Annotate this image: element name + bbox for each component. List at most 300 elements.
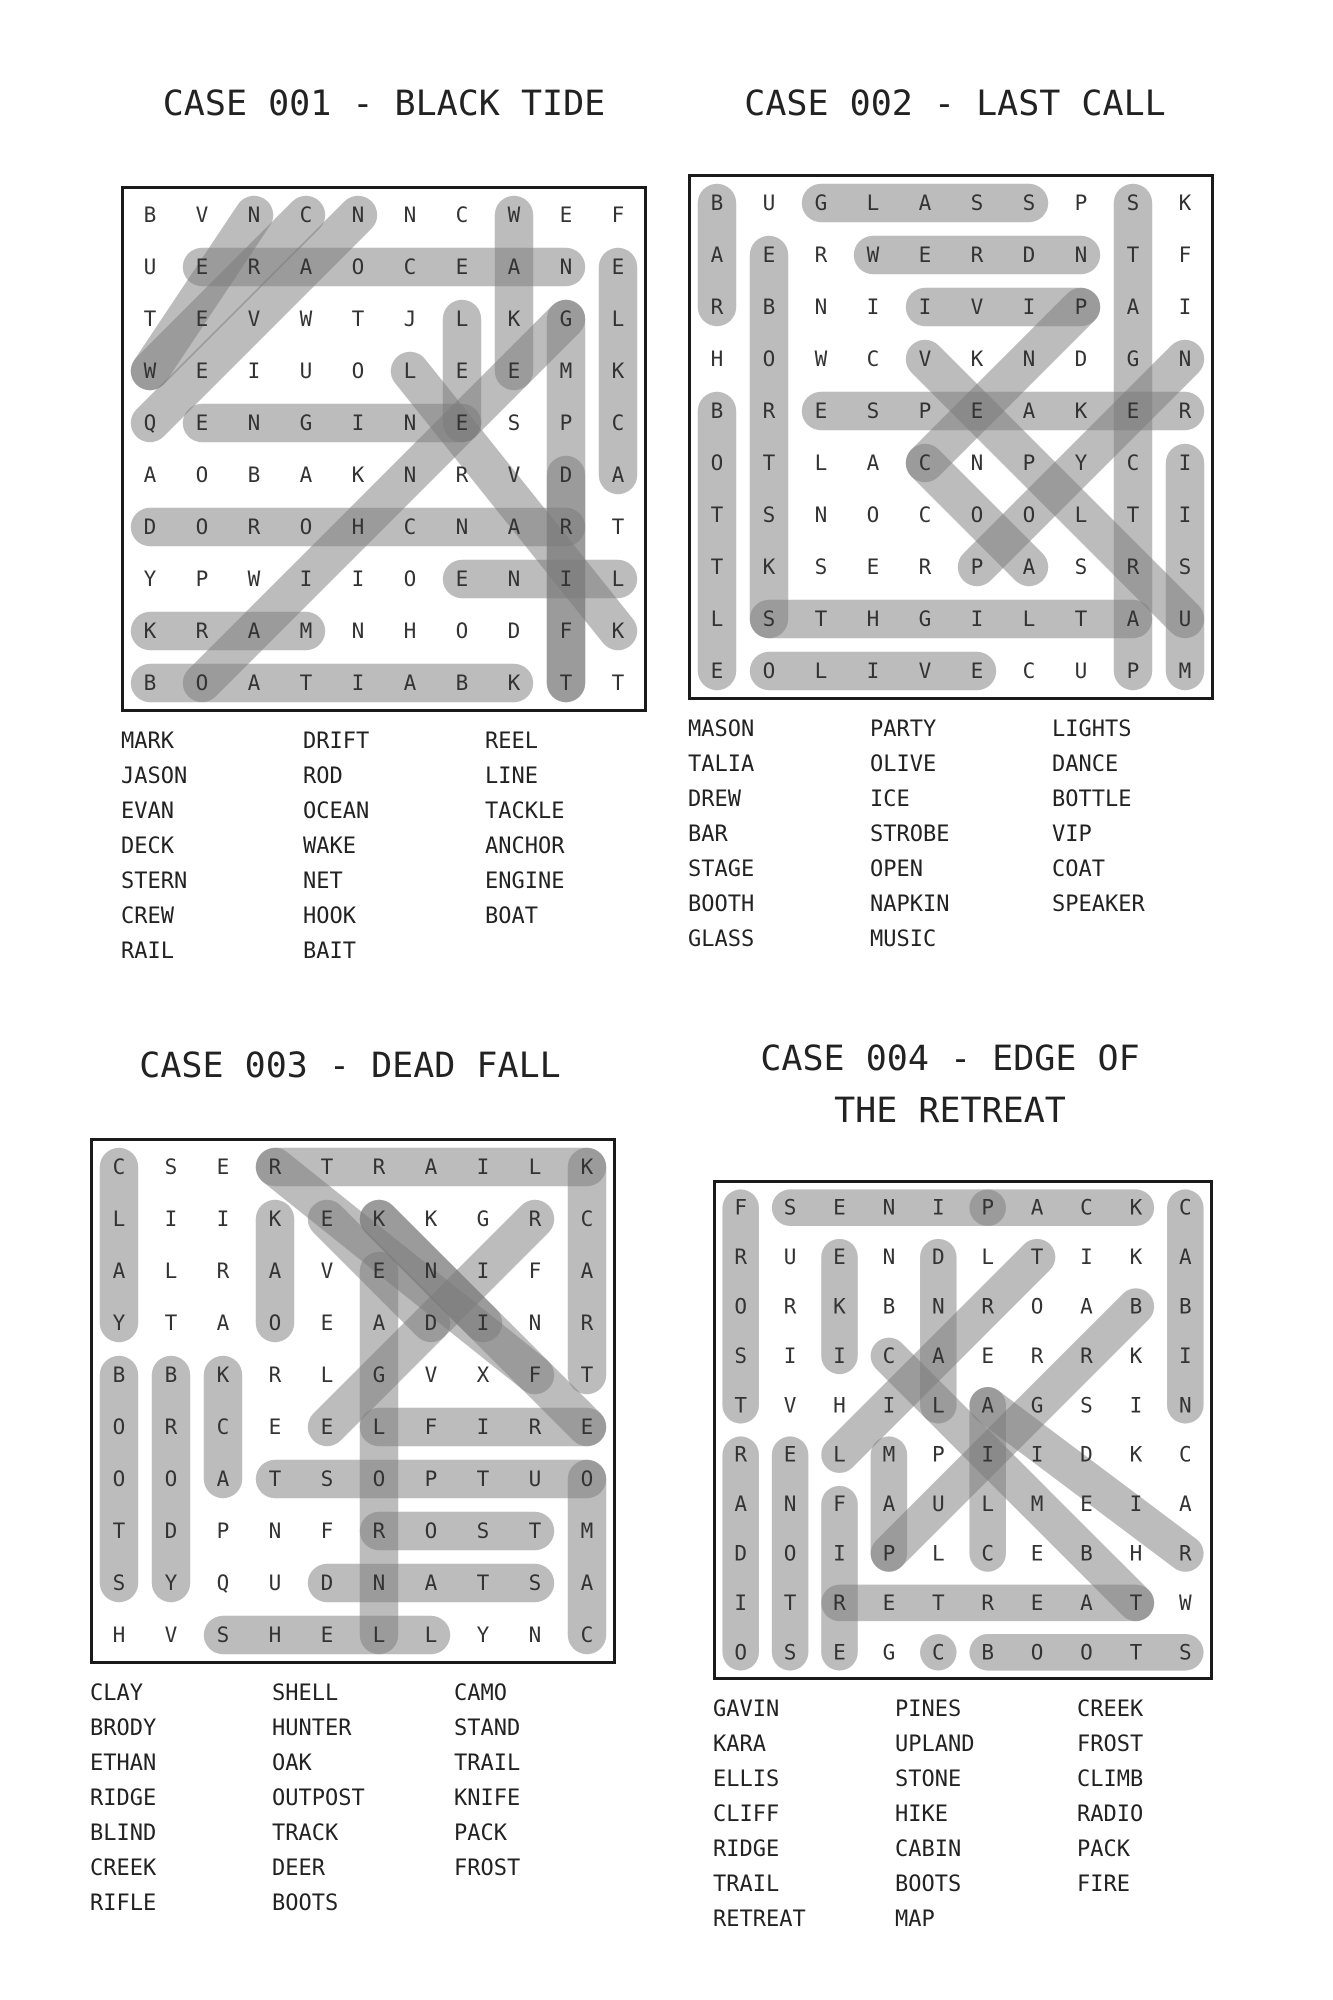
grid-letter[interactable]: A <box>424 1571 438 1595</box>
grid-letter[interactable]: H <box>833 1393 846 1418</box>
grid-letter[interactable]: A <box>1126 607 1140 631</box>
grid-letter[interactable]: L <box>611 567 625 591</box>
grid-letter[interactable]: A <box>580 1571 594 1595</box>
grid-letter[interactable]: U <box>762 191 776 215</box>
grid-letter[interactable]: A <box>611 463 625 487</box>
grid-letter[interactable]: E <box>507 359 521 383</box>
grid-letter[interactable]: E <box>710 659 724 683</box>
grid-letter[interactable]: C <box>918 451 932 475</box>
grid-letter[interactable]: E <box>833 1195 846 1220</box>
grid-letter[interactable]: L <box>981 1245 995 1270</box>
grid-letter[interactable]: M <box>882 1442 896 1467</box>
grid-letter[interactable]: D <box>931 1245 945 1270</box>
grid-letter[interactable]: S <box>1022 191 1036 215</box>
grid-letter[interactable]: G <box>814 191 828 215</box>
grid-letter[interactable]: E <box>559 203 573 227</box>
grid-letter[interactable]: E <box>970 659 984 683</box>
grid-letter[interactable]: T <box>734 1393 748 1418</box>
grid-letter[interactable]: R <box>268 1363 282 1387</box>
grid-letter[interactable]: B <box>1080 1541 1093 1566</box>
grid-letter[interactable]: R <box>164 1415 178 1439</box>
grid-letter[interactable]: L <box>320 1363 334 1387</box>
grid-letter[interactable]: M <box>580 1519 594 1543</box>
grid-letter[interactable]: R <box>981 1590 995 1615</box>
grid-letter[interactable]: P <box>981 1195 995 1220</box>
grid-letter[interactable]: T <box>710 503 724 527</box>
grid-letter[interactable]: F <box>611 203 625 227</box>
grid-letter[interactable]: B <box>762 295 776 319</box>
grid-letter[interactable]: B <box>143 671 157 695</box>
grid-letter[interactable]: C <box>1080 1195 1093 1220</box>
grid-letter[interactable]: O <box>268 1311 282 1335</box>
grid-letter[interactable]: K <box>143 619 157 643</box>
grid-letter[interactable]: K <box>611 619 625 643</box>
grid-letter[interactable]: A <box>734 1492 748 1517</box>
grid-letter[interactable]: A <box>507 255 521 279</box>
grid-letter[interactable]: H <box>351 515 365 539</box>
grid-letter[interactable]: A <box>424 1155 438 1179</box>
grid-letter[interactable]: Q <box>143 411 157 435</box>
grid-letter[interactable]: K <box>1178 191 1192 215</box>
grid-letter[interactable]: A <box>866 451 880 475</box>
grid-letter[interactable]: S <box>734 1343 748 1368</box>
grid-letter[interactable]: N <box>1022 347 1036 371</box>
grid-letter[interactable]: T <box>762 451 776 475</box>
grid-letter[interactable]: R <box>1080 1343 1093 1368</box>
grid-letter[interactable]: E <box>268 1415 282 1439</box>
grid-letter[interactable]: E <box>320 1207 334 1231</box>
grid-letter[interactable]: L <box>112 1207 126 1231</box>
grid-letter[interactable]: I <box>970 607 984 631</box>
grid-letter[interactable]: P <box>424 1467 438 1491</box>
grid-letter[interactable]: N <box>1178 1393 1192 1418</box>
grid-letter[interactable]: N <box>268 1519 282 1543</box>
grid-letter[interactable]: V <box>424 1363 438 1387</box>
grid-letter[interactable]: B <box>882 1294 896 1319</box>
grid-letter[interactable]: T <box>112 1519 126 1543</box>
grid-letter[interactable]: E <box>1080 1492 1093 1517</box>
grid-letter[interactable]: F <box>833 1492 846 1517</box>
grid-letter[interactable]: T <box>320 1155 334 1179</box>
grid-letter[interactable]: N <box>1074 243 1088 267</box>
grid-letter[interactable]: E <box>981 1343 995 1368</box>
grid-letter[interactable]: A <box>143 463 157 487</box>
grid-letter[interactable]: A <box>403 671 417 695</box>
grid-letter[interactable]: N <box>931 1294 945 1319</box>
puzzle-4-grid[interactable] <box>713 1180 1213 1680</box>
grid-letter[interactable]: V <box>507 463 521 487</box>
grid-letter[interactable]: E <box>455 567 469 591</box>
grid-letter[interactable]: O <box>734 1640 748 1665</box>
grid-letter[interactable]: S <box>866 399 880 423</box>
grid-letter[interactable]: R <box>268 1155 282 1179</box>
grid-letter[interactable]: W <box>299 307 313 331</box>
grid-letter[interactable]: I <box>882 1393 896 1418</box>
grid-letter[interactable]: O <box>455 619 469 643</box>
grid-letter[interactable]: G <box>1126 347 1140 371</box>
grid-letter[interactable]: E <box>918 243 932 267</box>
grid-letter[interactable]: U <box>931 1492 945 1517</box>
grid-letter[interactable]: I <box>1022 295 1036 319</box>
grid-letter[interactable]: T <box>1129 1590 1143 1615</box>
grid-letter[interactable]: E <box>195 255 209 279</box>
grid-letter[interactable]: O <box>351 255 365 279</box>
grid-letter[interactable]: I <box>1178 503 1192 527</box>
grid-letter[interactable]: P <box>216 1519 230 1543</box>
grid-letter[interactable]: E <box>320 1623 334 1647</box>
grid-letter[interactable]: C <box>882 1343 896 1368</box>
grid-letter[interactable]: O <box>1080 1640 1093 1665</box>
grid-letter[interactable]: S <box>762 607 776 631</box>
grid-letter[interactable]: S <box>112 1571 126 1595</box>
grid-letter[interactable]: T <box>710 555 724 579</box>
grid-letter[interactable]: I <box>931 1195 945 1220</box>
grid-letter[interactable]: K <box>424 1207 438 1231</box>
grid-letter[interactable]: I <box>299 567 313 591</box>
grid-letter[interactable]: A <box>1080 1294 1093 1319</box>
grid-letter[interactable]: Y <box>143 567 157 591</box>
grid-letter[interactable]: E <box>320 1311 334 1335</box>
grid-letter[interactable]: E <box>814 399 828 423</box>
grid-letter[interactable]: T <box>611 671 625 695</box>
grid-letter[interactable]: O <box>195 671 209 695</box>
grid-letter[interactable]: O <box>403 567 417 591</box>
grid-letter[interactable]: I <box>476 1155 490 1179</box>
grid-letter[interactable]: D <box>164 1519 178 1543</box>
grid-letter[interactable]: K <box>1129 1343 1143 1368</box>
puzzle-3-grid[interactable] <box>90 1138 616 1664</box>
grid-letter[interactable]: R <box>1178 399 1192 423</box>
grid-letter[interactable]: C <box>918 503 932 527</box>
grid-letter[interactable]: N <box>247 203 261 227</box>
grid-letter[interactable]: O <box>710 451 724 475</box>
grid-letter[interactable]: T <box>476 1467 490 1491</box>
grid-letter[interactable]: V <box>918 347 932 371</box>
grid-letter[interactable]: H <box>1129 1541 1143 1566</box>
grid-letter[interactable]: N <box>528 1623 542 1647</box>
grid-letter[interactable]: L <box>455 307 469 331</box>
grid-letter[interactable]: R <box>247 255 261 279</box>
grid-letter[interactable]: I <box>216 1207 230 1231</box>
grid-letter[interactable]: T <box>1126 503 1140 527</box>
grid-letter[interactable]: A <box>931 1343 945 1368</box>
grid-letter[interactable]: D <box>424 1311 438 1335</box>
grid-letter[interactable]: O <box>734 1294 748 1319</box>
grid-letter[interactable]: K <box>1129 1245 1143 1270</box>
grid-letter[interactable]: R <box>762 399 776 423</box>
grid-letter[interactable]: L <box>814 659 828 683</box>
grid-letter[interactable]: E <box>882 1590 896 1615</box>
grid-letter[interactable]: P <box>1074 191 1088 215</box>
grid-letter[interactable]: E <box>216 1155 230 1179</box>
grid-letter[interactable]: C <box>216 1415 230 1439</box>
grid-letter[interactable]: G <box>372 1363 386 1387</box>
grid-letter[interactable]: I <box>351 411 365 435</box>
grid-letter[interactable]: R <box>580 1311 594 1335</box>
grid-letter[interactable]: L <box>403 359 417 383</box>
grid-letter[interactable]: K <box>611 359 625 383</box>
grid-letter[interactable]: O <box>195 515 209 539</box>
grid-letter[interactable]: I <box>866 295 880 319</box>
word-search-canvas[interactable] <box>124 189 644 709</box>
grid-letter[interactable]: B <box>112 1363 126 1387</box>
grid-letter[interactable]: A <box>247 671 261 695</box>
grid-letter[interactable]: A <box>882 1492 896 1517</box>
grid-letter[interactable]: I <box>918 295 932 319</box>
grid-letter[interactable]: J <box>403 307 417 331</box>
grid-letter[interactable]: I <box>833 1541 846 1566</box>
grid-letter[interactable]: R <box>1030 1343 1044 1368</box>
grid-letter[interactable]: I <box>1178 295 1192 319</box>
grid-letter[interactable]: K <box>507 671 521 695</box>
grid-letter[interactable]: N <box>247 411 261 435</box>
grid-letter[interactable]: I <box>1178 451 1192 475</box>
grid-letter[interactable]: L <box>1074 503 1088 527</box>
grid-letter[interactable]: S <box>1080 1393 1093 1418</box>
grid-letter[interactable]: I <box>734 1590 748 1615</box>
grid-letter[interactable]: A <box>216 1311 230 1335</box>
grid-letter[interactable]: G <box>476 1207 490 1231</box>
grid-letter[interactable]: I <box>833 1343 846 1368</box>
grid-letter[interactable]: E <box>455 359 469 383</box>
grid-letter[interactable]: R <box>372 1155 386 1179</box>
grid-letter[interactable]: U <box>783 1245 797 1270</box>
grid-letter[interactable]: K <box>351 463 365 487</box>
grid-letter[interactable]: A <box>1022 555 1036 579</box>
grid-letter[interactable]: N <box>882 1195 896 1220</box>
grid-letter[interactable]: L <box>164 1259 178 1283</box>
grid-letter[interactable]: K <box>268 1207 282 1231</box>
grid-letter[interactable]: H <box>403 619 417 643</box>
grid-letter[interactable]: E <box>1030 1541 1044 1566</box>
grid-letter[interactable]: B <box>164 1363 178 1387</box>
grid-letter[interactable]: P <box>195 567 209 591</box>
grid-letter[interactable]: B <box>710 399 724 423</box>
grid-letter[interactable]: E <box>970 399 984 423</box>
grid-letter[interactable]: V <box>918 659 932 683</box>
grid-letter[interactable]: K <box>1074 399 1088 423</box>
grid-letter[interactable]: V <box>247 307 261 331</box>
grid-letter[interactable]: M <box>1030 1492 1044 1517</box>
grid-letter[interactable]: I <box>1129 1393 1143 1418</box>
grid-letter[interactable]: Y <box>476 1623 490 1647</box>
grid-letter[interactable]: P <box>1022 451 1036 475</box>
grid-letter[interactable]: A <box>1178 1245 1192 1270</box>
grid-letter[interactable]: N <box>559 255 573 279</box>
grid-letter[interactable]: P <box>882 1541 896 1566</box>
grid-letter[interactable]: I <box>351 567 365 591</box>
grid-letter[interactable]: T <box>931 1590 945 1615</box>
grid-letter[interactable]: O <box>762 659 776 683</box>
grid-letter[interactable]: D <box>320 1571 334 1595</box>
grid-letter[interactable]: C <box>403 515 417 539</box>
grid-letter[interactable]: H <box>268 1623 282 1647</box>
grid-letter[interactable]: C <box>299 203 313 227</box>
grid-letter[interactable]: R <box>455 463 469 487</box>
grid-letter[interactable]: R <box>559 515 573 539</box>
grid-letter[interactable]: T <box>476 1571 490 1595</box>
grid-letter[interactable]: I <box>164 1207 178 1231</box>
grid-letter[interactable]: R <box>918 555 932 579</box>
grid-letter[interactable]: B <box>247 463 261 487</box>
grid-letter[interactable]: E <box>611 255 625 279</box>
grid-letter[interactable]: A <box>372 1311 386 1335</box>
grid-letter[interactable]: H <box>710 347 724 371</box>
grid-letter[interactable]: S <box>507 411 521 435</box>
grid-letter[interactable]: T <box>814 607 828 631</box>
grid-letter[interactable]: N <box>882 1245 896 1270</box>
grid-letter[interactable]: I <box>476 1415 490 1439</box>
grid-letter[interactable]: C <box>455 203 469 227</box>
grid-letter[interactable]: I <box>1178 1343 1192 1368</box>
grid-letter[interactable]: A <box>299 463 313 487</box>
grid-letter[interactable]: E <box>195 359 209 383</box>
grid-letter[interactable]: R <box>528 1415 542 1439</box>
grid-letter[interactable]: O <box>195 463 209 487</box>
grid-letter[interactable]: N <box>814 503 828 527</box>
grid-letter[interactable]: T <box>528 1519 542 1543</box>
grid-letter[interactable]: E <box>1030 1590 1044 1615</box>
grid-letter[interactable]: R <box>1178 1541 1192 1566</box>
grid-letter[interactable]: T <box>351 307 365 331</box>
grid-letter[interactable]: R <box>247 515 261 539</box>
grid-letter[interactable]: E <box>372 1259 386 1283</box>
grid-letter[interactable]: N <box>403 411 417 435</box>
grid-letter[interactable]: R <box>372 1519 386 1543</box>
grid-letter[interactable]: R <box>1126 555 1140 579</box>
grid-letter[interactable]: W <box>143 359 157 383</box>
grid-letter[interactable]: E <box>195 307 209 331</box>
grid-letter[interactable]: L <box>931 1393 945 1418</box>
grid-letter[interactable]: N <box>507 567 521 591</box>
grid-letter[interactable]: O <box>970 503 984 527</box>
grid-letter[interactable]: S <box>216 1623 230 1647</box>
grid-letter[interactable]: C <box>580 1207 594 1231</box>
grid-letter[interactable]: N <box>424 1259 438 1283</box>
grid-letter[interactable]: S <box>320 1467 334 1491</box>
grid-letter[interactable]: S <box>762 503 776 527</box>
grid-letter[interactable]: T <box>1030 1245 1044 1270</box>
grid-letter[interactable]: N <box>403 203 417 227</box>
grid-letter[interactable]: W <box>866 243 880 267</box>
grid-letter[interactable]: N <box>403 463 417 487</box>
grid-letter[interactable]: K <box>833 1294 846 1319</box>
grid-letter[interactable]: W <box>247 567 261 591</box>
grid-letter[interactable]: I <box>476 1311 490 1335</box>
grid-letter[interactable]: U <box>268 1571 282 1595</box>
grid-letter[interactable]: C <box>580 1623 594 1647</box>
grid-letter[interactable]: G <box>1030 1393 1044 1418</box>
grid-letter[interactable]: S <box>1126 191 1140 215</box>
grid-letter[interactable]: L <box>814 451 828 475</box>
grid-letter[interactable]: B <box>710 191 724 215</box>
grid-letter[interactable]: M <box>299 619 313 643</box>
grid-letter[interactable]: R <box>970 243 984 267</box>
grid-letter[interactable]: R <box>528 1207 542 1231</box>
grid-letter[interactable]: I <box>1129 1492 1143 1517</box>
grid-letter[interactable]: C <box>112 1155 126 1179</box>
grid-letter[interactable]: O <box>299 515 313 539</box>
grid-letter[interactable]: C <box>611 411 625 435</box>
grid-letter[interactable]: A <box>1178 1492 1192 1517</box>
grid-letter[interactable]: S <box>1178 555 1192 579</box>
puzzle-1-grid[interactable] <box>121 186 647 712</box>
grid-letter[interactable]: N <box>814 295 828 319</box>
grid-letter[interactable]: E <box>320 1415 334 1439</box>
grid-letter[interactable]: D <box>143 515 157 539</box>
grid-letter[interactable]: N <box>970 451 984 475</box>
grid-letter[interactable]: L <box>833 1442 846 1467</box>
grid-letter[interactable]: E <box>455 411 469 435</box>
grid-letter[interactable]: R <box>195 619 209 643</box>
grid-letter[interactable]: T <box>164 1311 178 1335</box>
grid-letter[interactable]: Y <box>164 1571 178 1595</box>
grid-letter[interactable]: A <box>580 1259 594 1283</box>
grid-letter[interactable]: U <box>1074 659 1088 683</box>
grid-letter[interactable]: N <box>1178 347 1192 371</box>
grid-letter[interactable]: Q <box>216 1571 230 1595</box>
word-search-canvas[interactable] <box>691 177 1211 697</box>
grid-letter[interactable]: E <box>833 1640 846 1665</box>
grid-letter[interactable]: S <box>476 1519 490 1543</box>
grid-letter[interactable]: V <box>320 1259 334 1283</box>
grid-letter[interactable]: C <box>931 1640 945 1665</box>
grid-letter[interactable]: G <box>882 1640 896 1665</box>
grid-letter[interactable]: A <box>981 1393 995 1418</box>
grid-letter[interactable]: O <box>164 1467 178 1491</box>
grid-letter[interactable]: T <box>783 1590 797 1615</box>
grid-letter[interactable]: K <box>580 1155 594 1179</box>
grid-letter[interactable]: A <box>1030 1195 1044 1220</box>
grid-letter[interactable]: R <box>981 1294 995 1319</box>
grid-letter[interactable]: K <box>1129 1195 1143 1220</box>
grid-letter[interactable]: I <box>1030 1442 1044 1467</box>
grid-letter[interactable]: N <box>455 515 469 539</box>
grid-letter[interactable]: R <box>734 1245 748 1270</box>
grid-letter[interactable]: A <box>299 255 313 279</box>
grid-letter[interactable]: L <box>866 191 880 215</box>
grid-letter[interactable]: P <box>918 399 932 423</box>
grid-letter[interactable]: K <box>507 307 521 331</box>
grid-letter[interactable]: A <box>710 243 724 267</box>
grid-letter[interactable]: W <box>1178 1590 1192 1615</box>
grid-letter[interactable]: T <box>1074 607 1088 631</box>
grid-letter[interactable]: R <box>833 1590 846 1615</box>
grid-letter[interactable]: P <box>559 411 573 435</box>
grid-letter[interactable]: T <box>559 671 573 695</box>
grid-letter[interactable]: E <box>195 411 209 435</box>
grid-letter[interactable]: E <box>762 243 776 267</box>
grid-letter[interactable]: O <box>1030 1294 1044 1319</box>
grid-letter[interactable]: E <box>1126 399 1140 423</box>
grid-letter[interactable]: I <box>476 1259 490 1283</box>
grid-letter[interactable]: W <box>814 347 828 371</box>
grid-letter[interactable]: E <box>783 1442 797 1467</box>
grid-letter[interactable]: D <box>1074 347 1088 371</box>
grid-letter[interactable]: K <box>762 555 776 579</box>
grid-letter[interactable]: S <box>1178 1640 1192 1665</box>
grid-letter[interactable]: A <box>1126 295 1140 319</box>
grid-letter[interactable]: L <box>424 1623 438 1647</box>
grid-letter[interactable]: V <box>970 295 984 319</box>
grid-letter[interactable]: N <box>372 1571 386 1595</box>
grid-letter[interactable]: E <box>866 555 880 579</box>
grid-letter[interactable]: B <box>981 1640 995 1665</box>
grid-letter[interactable]: O <box>1022 503 1036 527</box>
grid-letter[interactable]: G <box>918 607 932 631</box>
grid-letter[interactable]: B <box>455 671 469 695</box>
grid-letter[interactable]: S <box>970 191 984 215</box>
